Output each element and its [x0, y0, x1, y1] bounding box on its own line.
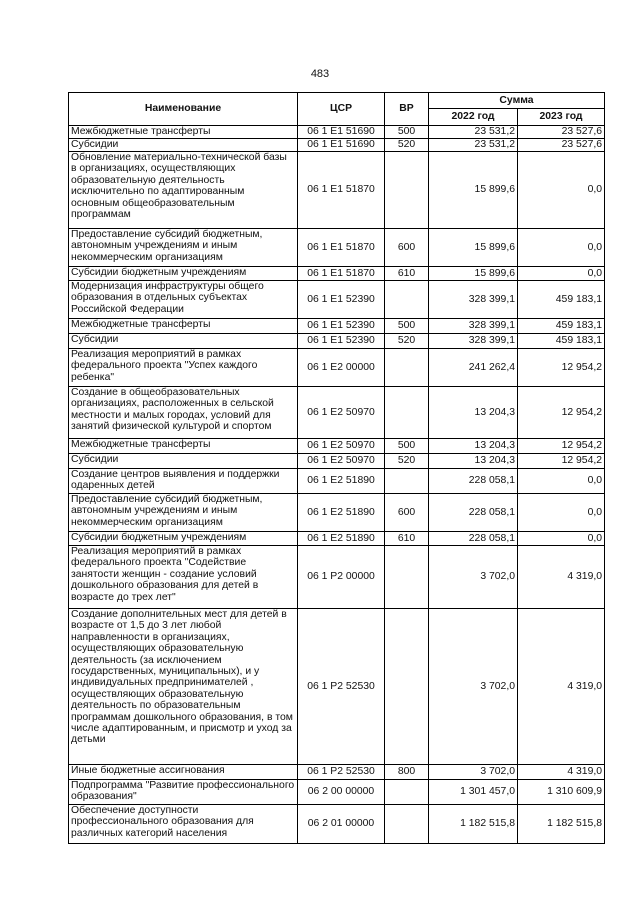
row-csr: 06 1 E2 51890 — [298, 469, 385, 494]
row-2022: 3 702,0 — [429, 609, 518, 765]
row-csr: 06 1 E1 51690 — [298, 139, 385, 152]
row-vr: 600 — [385, 229, 429, 267]
table-row — [69, 439, 605, 454]
row-vr: 610 — [385, 267, 429, 281]
row-csr: 06 1 P2 00000 — [298, 546, 385, 609]
row-2022: 328 399,1 — [429, 281, 518, 319]
row-2022: 3 702,0 — [429, 546, 518, 609]
table-row — [69, 609, 605, 765]
row-2022: 3 702,0 — [429, 765, 518, 780]
row-csr: 06 2 00 00000 — [298, 780, 385, 805]
row-2022: 13 204,3 — [429, 454, 518, 469]
row-name: Создание дополнительных мест для детей в возрасте от 1,5 до 3 лет любой направленности в организациях, осуществляющих образовательную деятельность (за исключением государственных, муниципальных), и у индивидуальных предпринимателей , осуществляющих образовательную деятельность по образовательным программам дошкольного образования, в том числе адаптированным, и присмотр и уход за детьми — [69, 609, 298, 765]
row-2023: 12 954,2 — [518, 439, 605, 454]
row-vr — [385, 281, 429, 319]
row-name: Предоставление субсидий бюджетным, автономным учреждениям и иным некоммерческим организациям — [69, 494, 298, 532]
row-2023: 4 319,0 — [518, 609, 605, 765]
row-name: Создание центров выявления и поддержки одаренных детей — [69, 469, 298, 494]
row-2022: 328 399,1 — [429, 319, 518, 334]
table-row — [69, 139, 605, 152]
row-2023: 4 319,0 — [518, 546, 605, 609]
row-name: Субсидии — [69, 334, 298, 349]
row-2022: 241 262,4 — [429, 349, 518, 387]
table-row — [69, 334, 605, 349]
row-vr — [385, 152, 429, 229]
table-body — [69, 126, 605, 844]
row-2022: 13 204,3 — [429, 439, 518, 454]
row-vr: 600 — [385, 494, 429, 532]
row-2022: 23 531,2 — [429, 139, 518, 152]
row-2023: 0,0 — [518, 494, 605, 532]
budget-table — [68, 92, 605, 844]
table-row — [69, 349, 605, 387]
row-csr: 06 1 P2 52530 — [298, 609, 385, 765]
row-csr: 06 1 E1 51870 — [298, 267, 385, 281]
row-name: Субсидии бюджетным учреждениям — [69, 532, 298, 546]
row-csr: 06 2 01 00000 — [298, 805, 385, 844]
row-2022: 228 058,1 — [429, 494, 518, 532]
row-2023: 12 954,2 — [518, 387, 605, 439]
row-vr — [385, 609, 429, 765]
row-name: Предоставление субсидий бюджетным, автономным учреждениям и иным некоммерческим организациям — [69, 229, 298, 267]
table-row — [69, 494, 605, 532]
row-vr: 500 — [385, 439, 429, 454]
row-vr: 800 — [385, 765, 429, 780]
row-csr: 06 1 P2 52530 — [298, 765, 385, 780]
table-row — [69, 126, 605, 139]
row-name: Межбюджетные трансферты — [69, 439, 298, 454]
table-row — [69, 805, 605, 844]
table-row — [69, 267, 605, 281]
header-name: Наименование — [69, 93, 298, 126]
row-csr: 06 1 E1 52390 — [298, 319, 385, 334]
row-2022: 1 182 515,8 — [429, 805, 518, 844]
table-row — [69, 532, 605, 546]
row-2022: 15 899,6 — [429, 267, 518, 281]
header-sum: Сумма — [429, 93, 605, 109]
row-2023: 12 954,2 — [518, 349, 605, 387]
row-csr: 06 1 E2 50970 — [298, 387, 385, 439]
row-name: Создание в общеобразовательных организациях, расположенных в сельской местности и малых городах, условий для занятий физической культурой и спортом — [69, 387, 298, 439]
row-name: Субсидии — [69, 139, 298, 152]
row-vr — [385, 469, 429, 494]
table-row — [69, 780, 605, 805]
row-2023: 12 954,2 — [518, 454, 605, 469]
row-2023: 459 183,1 — [518, 334, 605, 349]
row-2023: 1 182 515,8 — [518, 805, 605, 844]
row-csr: 06 1 E1 52390 — [298, 281, 385, 319]
row-vr: 520 — [385, 334, 429, 349]
header-2023: 2023 год — [518, 109, 605, 126]
table-row — [69, 454, 605, 469]
row-name: Субсидии — [69, 454, 298, 469]
row-csr: 06 1 E2 51890 — [298, 532, 385, 546]
page-number: 483 — [310, 68, 330, 80]
row-2022: 328 399,1 — [429, 334, 518, 349]
row-csr: 06 1 E1 51870 — [298, 229, 385, 267]
table-row — [69, 546, 605, 609]
table-row — [69, 152, 605, 229]
row-2022: 15 899,6 — [429, 152, 518, 229]
row-vr — [385, 387, 429, 439]
row-csr: 06 1 E2 51890 — [298, 494, 385, 532]
row-2023: 4 319,0 — [518, 765, 605, 780]
row-2023: 459 183,1 — [518, 281, 605, 319]
table-row — [69, 765, 605, 780]
row-vr — [385, 805, 429, 844]
header-csr: ЦСР — [298, 93, 385, 126]
row-vr — [385, 546, 429, 609]
row-2023: 0,0 — [518, 469, 605, 494]
row-csr: 06 1 E1 52390 — [298, 334, 385, 349]
row-csr: 06 1 E1 51690 — [298, 126, 385, 139]
row-name: Межбюджетные трансферты — [69, 319, 298, 334]
row-vr: 520 — [385, 454, 429, 469]
row-vr — [385, 780, 429, 805]
row-name: Обновление материально-технической базы в организациях, осуществляющих образовательную деятельность исключительно по адаптированным основным общеобразовательным программам — [69, 152, 298, 229]
row-vr: 500 — [385, 126, 429, 139]
table-row — [69, 387, 605, 439]
row-name: Подпрограмма "Развитие профессионального образования" — [69, 780, 298, 805]
row-csr: 06 1 E2 50970 — [298, 439, 385, 454]
row-2022: 1 301 457,0 — [429, 780, 518, 805]
row-2023: 23 527,6 — [518, 126, 605, 139]
row-csr: 06 1 E2 50970 — [298, 454, 385, 469]
row-name: Обеспечение доступности профессионального образования для различных категорий населения — [69, 805, 298, 844]
row-csr: 06 1 E2 00000 — [298, 349, 385, 387]
row-vr — [385, 349, 429, 387]
row-name: Субсидии бюджетным учреждениям — [69, 267, 298, 281]
header-2022: 2022 год — [429, 109, 518, 126]
row-name: Межбюджетные трансферты — [69, 126, 298, 139]
table-row — [69, 469, 605, 494]
table-row — [69, 229, 605, 267]
row-2023: 23 527,6 — [518, 139, 605, 152]
row-2022: 15 899,6 — [429, 229, 518, 267]
row-csr: 06 1 E1 51870 — [298, 152, 385, 229]
row-name: Модернизация инфраструктуры общего образования в отдельных субъектах Российской Федерации — [69, 281, 298, 319]
row-2023: 0,0 — [518, 532, 605, 546]
row-name: Реализация мероприятий в рамках федерального проекта "Успех каждого ребенка" — [69, 349, 298, 387]
row-2023: 1 310 609,9 — [518, 780, 605, 805]
row-2022: 228 058,1 — [429, 469, 518, 494]
row-2023: 0,0 — [518, 229, 605, 267]
row-2023: 459 183,1 — [518, 319, 605, 334]
table-row — [69, 319, 605, 334]
row-name: Реализация мероприятий в рамках федерального проекта "Содействие занятости женщин - создание условий дошкольного образования для детей в возрасте до трех лет" — [69, 546, 298, 609]
row-name: Иные бюджетные ассигнования — [69, 765, 298, 780]
row-2022: 228 058,1 — [429, 532, 518, 546]
row-vr: 500 — [385, 319, 429, 334]
row-2022: 23 531,2 — [429, 126, 518, 139]
row-2023: 0,0 — [518, 267, 605, 281]
row-2023: 0,0 — [518, 152, 605, 229]
row-vr: 610 — [385, 532, 429, 546]
table-row — [69, 281, 605, 319]
row-2022: 13 204,3 — [429, 387, 518, 439]
row-vr: 520 — [385, 139, 429, 152]
header-vr: ВР — [385, 93, 429, 126]
